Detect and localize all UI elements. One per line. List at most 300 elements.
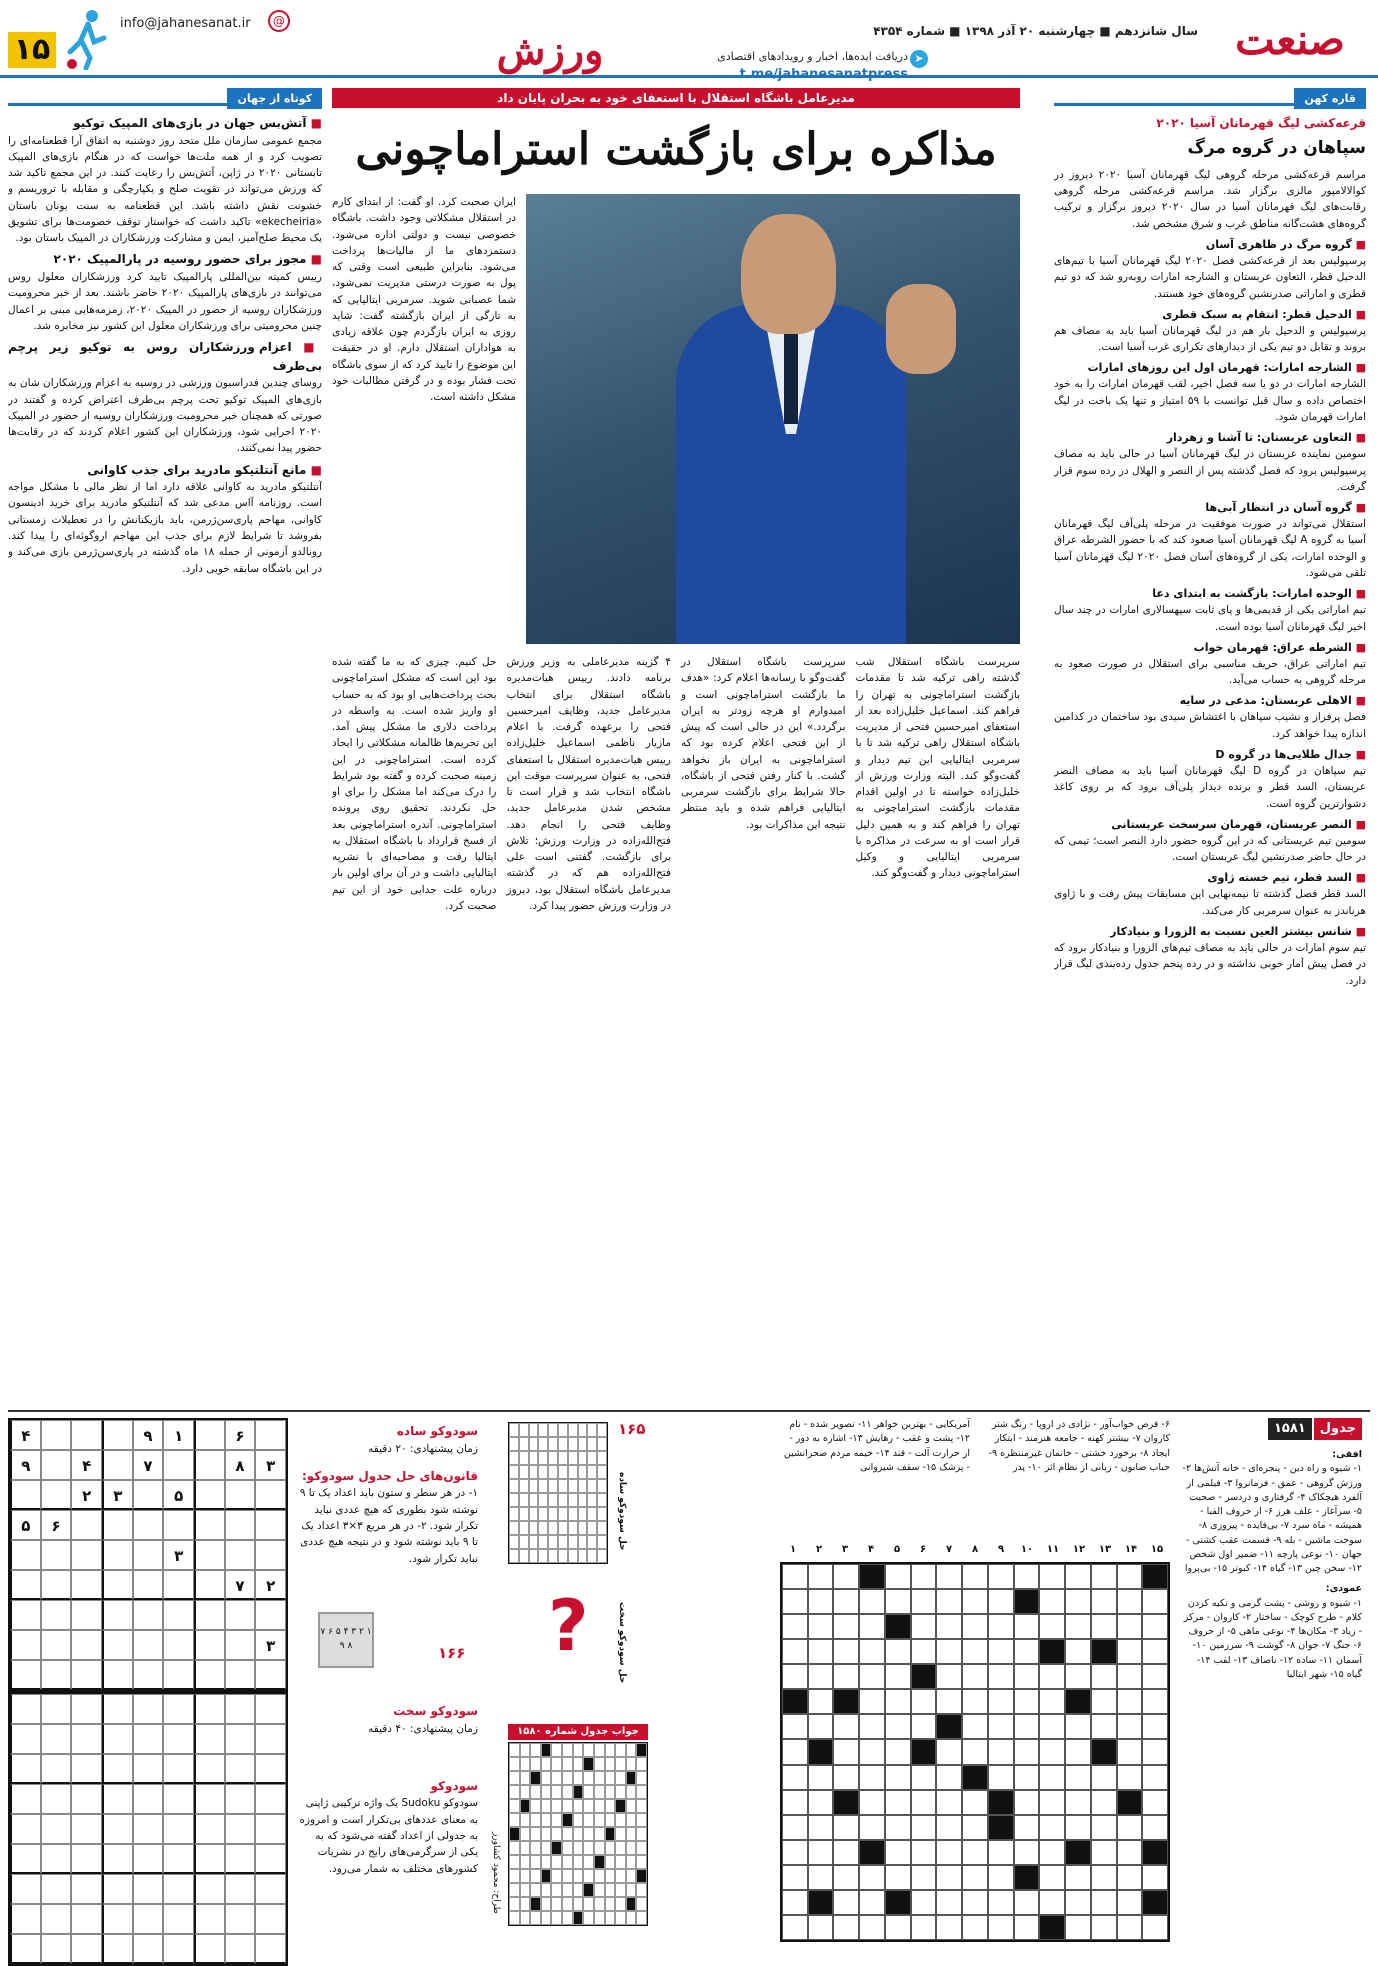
- crossword-cell[interactable]: [782, 1689, 808, 1714]
- sudoku-cell[interactable]: [41, 1450, 72, 1480]
- sudoku-cell[interactable]: ۶: [225, 1420, 256, 1450]
- crossword-cell[interactable]: [988, 1765, 1014, 1790]
- sudoku-cell[interactable]: [41, 1904, 72, 1934]
- sudoku-cell[interactable]: [71, 1540, 102, 1570]
- crossword-cell[interactable]: [782, 1865, 808, 1890]
- crossword-cell[interactable]: [1117, 1614, 1143, 1639]
- crossword-cell[interactable]: [936, 1915, 962, 1940]
- sudoku-cell[interactable]: [133, 1904, 164, 1934]
- crossword-cell[interactable]: [962, 1564, 988, 1589]
- sudoku-cell[interactable]: [163, 1510, 194, 1540]
- sudoku-cell[interactable]: [102, 1784, 133, 1814]
- crossword-cell[interactable]: [1065, 1564, 1091, 1589]
- sudoku-cell[interactable]: [163, 1724, 194, 1754]
- sudoku-cell[interactable]: [255, 1694, 286, 1724]
- sudoku-cell[interactable]: [194, 1600, 225, 1630]
- crossword-cell[interactable]: [1014, 1765, 1040, 1790]
- sudoku-cell[interactable]: [71, 1420, 102, 1450]
- crossword-cell[interactable]: [833, 1689, 859, 1714]
- sudoku-cell[interactable]: [71, 1724, 102, 1754]
- crossword-cell[interactable]: [859, 1739, 885, 1764]
- sudoku-cell[interactable]: [41, 1570, 72, 1600]
- crossword-cell[interactable]: [1091, 1739, 1117, 1764]
- sudoku-cell[interactable]: [10, 1844, 41, 1874]
- crossword-cell[interactable]: [1091, 1714, 1117, 1739]
- crossword-cell[interactable]: [911, 1739, 937, 1764]
- crossword-cell[interactable]: [782, 1815, 808, 1840]
- sudoku-cell[interactable]: [71, 1660, 102, 1690]
- crossword-cell[interactable]: [782, 1564, 808, 1589]
- sudoku-cell[interactable]: [194, 1480, 225, 1510]
- sudoku-cell[interactable]: [194, 1784, 225, 1814]
- email-link[interactable]: info@jahanesanat.ir: [120, 16, 251, 31]
- crossword-cell[interactable]: [833, 1739, 859, 1764]
- crossword-cell[interactable]: [1039, 1765, 1065, 1790]
- crossword-cell[interactable]: [1039, 1564, 1065, 1589]
- sudoku-cell[interactable]: [133, 1694, 164, 1724]
- sudoku-cell[interactable]: [102, 1934, 133, 1964]
- crossword-cell[interactable]: [885, 1664, 911, 1689]
- sudoku-cell[interactable]: ۲: [255, 1570, 286, 1600]
- crossword-cell[interactable]: [1117, 1790, 1143, 1815]
- crossword-cell[interactable]: [911, 1840, 937, 1865]
- crossword-cell[interactable]: [962, 1589, 988, 1614]
- sudoku-cell[interactable]: [41, 1660, 72, 1690]
- sudoku-cell[interactable]: [10, 1630, 41, 1660]
- sudoku-cell[interactable]: [194, 1660, 225, 1690]
- crossword-cell[interactable]: [1014, 1739, 1040, 1764]
- sudoku-cell[interactable]: [41, 1784, 72, 1814]
- crossword-cell[interactable]: [885, 1765, 911, 1790]
- sudoku-cell[interactable]: [225, 1540, 256, 1570]
- crossword-cell[interactable]: [1091, 1840, 1117, 1865]
- sudoku-cell[interactable]: [194, 1510, 225, 1540]
- crossword-cell[interactable]: [1117, 1815, 1143, 1840]
- crossword-cell[interactable]: [988, 1714, 1014, 1739]
- sudoku-cell[interactable]: ۹: [133, 1420, 164, 1450]
- crossword-cell[interactable]: [936, 1664, 962, 1689]
- sudoku-cell[interactable]: [163, 1784, 194, 1814]
- crossword-cell[interactable]: [911, 1790, 937, 1815]
- sudoku-cell[interactable]: [133, 1784, 164, 1814]
- sudoku-cell[interactable]: ۶: [41, 1510, 72, 1540]
- sudoku-cell[interactable]: [71, 1630, 102, 1660]
- sudoku-cell[interactable]: [10, 1480, 41, 1510]
- sudoku-cell[interactable]: [163, 1904, 194, 1934]
- sudoku-cell[interactable]: [163, 1600, 194, 1630]
- crossword-cell[interactable]: [859, 1765, 885, 1790]
- crossword-cell[interactable]: [808, 1890, 834, 1915]
- crossword-cell[interactable]: [1142, 1890, 1168, 1915]
- crossword-cell[interactable]: [808, 1915, 834, 1940]
- crossword-cell[interactable]: [885, 1890, 911, 1915]
- crossword-cell[interactable]: [1014, 1689, 1040, 1714]
- sudoku-cell[interactable]: ۱: [163, 1420, 194, 1450]
- sudoku-cell[interactable]: [10, 1724, 41, 1754]
- sudoku-cell[interactable]: [102, 1420, 133, 1450]
- crossword-cell[interactable]: [885, 1639, 911, 1664]
- crossword-cell[interactable]: [1142, 1589, 1168, 1614]
- crossword-cell[interactable]: [1142, 1739, 1168, 1764]
- sudoku-cell[interactable]: [255, 1784, 286, 1814]
- crossword-cell[interactable]: [782, 1639, 808, 1664]
- crossword-cell[interactable]: [1142, 1639, 1168, 1664]
- sudoku-cell[interactable]: [225, 1844, 256, 1874]
- crossword-cell[interactable]: [1014, 1815, 1040, 1840]
- crossword-cell[interactable]: [936, 1865, 962, 1890]
- sudoku-cell[interactable]: [71, 1784, 102, 1814]
- sudoku-cell[interactable]: [225, 1814, 256, 1844]
- crossword-cell[interactable]: [885, 1614, 911, 1639]
- crossword-cell[interactable]: [808, 1689, 834, 1714]
- crossword-cell[interactable]: [988, 1589, 1014, 1614]
- crossword-cell[interactable]: [1117, 1664, 1143, 1689]
- crossword-cell[interactable]: [859, 1915, 885, 1940]
- sudoku-cell[interactable]: [255, 1480, 286, 1510]
- crossword-cell[interactable]: [988, 1915, 1014, 1940]
- sudoku-cell[interactable]: [255, 1724, 286, 1754]
- crossword-cell[interactable]: [859, 1790, 885, 1815]
- crossword-cell[interactable]: [988, 1815, 1014, 1840]
- crossword-cell[interactable]: [911, 1639, 937, 1664]
- sudoku-cell[interactable]: ۵: [10, 1510, 41, 1540]
- sudoku-cell[interactable]: [71, 1754, 102, 1784]
- crossword-cell[interactable]: [1117, 1865, 1143, 1890]
- crossword-cell[interactable]: [988, 1840, 1014, 1865]
- sudoku-cell[interactable]: [163, 1814, 194, 1844]
- crossword-cell[interactable]: [1039, 1790, 1065, 1815]
- sudoku-cell[interactable]: ۸: [225, 1450, 256, 1480]
- crossword-cell[interactable]: [1039, 1739, 1065, 1764]
- sudoku-cell[interactable]: [133, 1660, 164, 1690]
- sudoku-cell[interactable]: [10, 1934, 41, 1964]
- crossword-cell[interactable]: [859, 1890, 885, 1915]
- crossword-cell[interactable]: [962, 1890, 988, 1915]
- crossword-cell[interactable]: [1091, 1765, 1117, 1790]
- sudoku-hard-grid[interactable]: [8, 1692, 288, 1966]
- sudoku-cell[interactable]: [133, 1874, 164, 1904]
- sudoku-cell[interactable]: [194, 1540, 225, 1570]
- crossword-cell[interactable]: [911, 1714, 937, 1739]
- crossword-cell[interactable]: [1014, 1890, 1040, 1915]
- sudoku-cell[interactable]: [225, 1660, 256, 1690]
- crossword-cell[interactable]: [936, 1890, 962, 1915]
- crossword-cell[interactable]: [1142, 1664, 1168, 1689]
- crossword-cell[interactable]: [988, 1739, 1014, 1764]
- crossword-cell[interactable]: [885, 1790, 911, 1815]
- sudoku-cell[interactable]: ۳: [102, 1480, 133, 1510]
- crossword-cell[interactable]: [885, 1589, 911, 1614]
- sudoku-cell[interactable]: [163, 1754, 194, 1784]
- sudoku-cell[interactable]: [41, 1694, 72, 1724]
- sudoku-cell[interactable]: [102, 1660, 133, 1690]
- sudoku-cell[interactable]: [163, 1630, 194, 1660]
- crossword-cell[interactable]: [1039, 1890, 1065, 1915]
- sudoku-cell[interactable]: [41, 1844, 72, 1874]
- crossword-cell[interactable]: [808, 1790, 834, 1815]
- crossword-cell[interactable]: [962, 1639, 988, 1664]
- crossword-cell[interactable]: [936, 1564, 962, 1589]
- crossword-cell[interactable]: [1065, 1765, 1091, 1790]
- crossword-cell[interactable]: [911, 1765, 937, 1790]
- crossword-cell[interactable]: [1142, 1840, 1168, 1865]
- crossword-cell[interactable]: [1117, 1915, 1143, 1940]
- sudoku-cell[interactable]: [10, 1660, 41, 1690]
- crossword-cell[interactable]: [859, 1840, 885, 1865]
- sudoku-cell[interactable]: [163, 1934, 194, 1964]
- crossword-cell[interactable]: [962, 1915, 988, 1940]
- crossword-cell[interactable]: [1065, 1664, 1091, 1689]
- crossword-cell[interactable]: [1142, 1689, 1168, 1714]
- crossword-cell[interactable]: [936, 1714, 962, 1739]
- sudoku-cell[interactable]: [102, 1754, 133, 1784]
- sudoku-cell[interactable]: [225, 1510, 256, 1540]
- crossword-cell[interactable]: [1117, 1689, 1143, 1714]
- crossword-cell[interactable]: [936, 1790, 962, 1815]
- crossword-cell[interactable]: [1117, 1840, 1143, 1865]
- crossword-cell[interactable]: [1014, 1714, 1040, 1739]
- sudoku-cell[interactable]: [255, 1814, 286, 1844]
- sudoku-cell[interactable]: ۳: [163, 1540, 194, 1570]
- sudoku-cell[interactable]: [194, 1724, 225, 1754]
- sudoku-cell[interactable]: [102, 1874, 133, 1904]
- crossword-cell[interactable]: [885, 1689, 911, 1714]
- crossword-cell[interactable]: [911, 1865, 937, 1890]
- crossword-cell[interactable]: [1091, 1865, 1117, 1890]
- crossword-cell[interactable]: [1065, 1915, 1091, 1940]
- crossword-cell[interactable]: [911, 1614, 937, 1639]
- crossword-cell[interactable]: [911, 1689, 937, 1714]
- sudoku-cell[interactable]: [225, 1934, 256, 1964]
- sudoku-cell[interactable]: [41, 1480, 72, 1510]
- crossword-cell[interactable]: [1065, 1840, 1091, 1865]
- crossword-cell[interactable]: [1039, 1614, 1065, 1639]
- crossword-cell[interactable]: [1117, 1739, 1143, 1764]
- sudoku-cell[interactable]: [163, 1660, 194, 1690]
- crossword-cell[interactable]: [833, 1589, 859, 1614]
- crossword-cell[interactable]: [833, 1614, 859, 1639]
- crossword-cell[interactable]: [1039, 1815, 1065, 1840]
- sudoku-cell[interactable]: [102, 1814, 133, 1844]
- crossword-cell[interactable]: [833, 1714, 859, 1739]
- crossword-cell[interactable]: [1091, 1915, 1117, 1940]
- crossword-cell[interactable]: [1065, 1739, 1091, 1764]
- sudoku-cell[interactable]: [10, 1694, 41, 1724]
- sudoku-cell[interactable]: [255, 1874, 286, 1904]
- crossword-cell[interactable]: [782, 1739, 808, 1764]
- crossword-cell[interactable]: [885, 1714, 911, 1739]
- sudoku-cell[interactable]: [225, 1724, 256, 1754]
- crossword-cell[interactable]: [962, 1739, 988, 1764]
- crossword-cell[interactable]: [859, 1639, 885, 1664]
- crossword-cell[interactable]: [1091, 1664, 1117, 1689]
- crossword-cell[interactable]: [962, 1840, 988, 1865]
- crossword-cell[interactable]: [1091, 1790, 1117, 1815]
- crossword-cell[interactable]: [1091, 1564, 1117, 1589]
- crossword-cell[interactable]: [1065, 1890, 1091, 1915]
- crossword-cell[interactable]: [988, 1614, 1014, 1639]
- crossword-cell[interactable]: [1142, 1915, 1168, 1940]
- sudoku-cell[interactable]: [102, 1510, 133, 1540]
- sudoku-cell[interactable]: [41, 1814, 72, 1844]
- sudoku-cell[interactable]: ۳: [255, 1630, 286, 1660]
- sudoku-cell[interactable]: [255, 1934, 286, 1964]
- crossword-cell[interactable]: [885, 1739, 911, 1764]
- sudoku-cell[interactable]: [194, 1874, 225, 1904]
- crossword-cell[interactable]: [988, 1639, 1014, 1664]
- sudoku-cell[interactable]: [225, 1874, 256, 1904]
- crossword-cell[interactable]: [808, 1564, 834, 1589]
- crossword-cell[interactable]: [859, 1865, 885, 1890]
- crossword-cell[interactable]: [1014, 1790, 1040, 1815]
- sudoku-cell[interactable]: [102, 1600, 133, 1630]
- sudoku-cell[interactable]: [133, 1600, 164, 1630]
- sudoku-cell[interactable]: [41, 1540, 72, 1570]
- sudoku-cell[interactable]: [10, 1874, 41, 1904]
- crossword-cell[interactable]: [808, 1739, 834, 1764]
- crossword-cell[interactable]: [808, 1614, 834, 1639]
- crossword-cell[interactable]: [808, 1840, 834, 1865]
- sudoku-cell[interactable]: [255, 1660, 286, 1690]
- crossword-cell[interactable]: [1014, 1614, 1040, 1639]
- sudoku-cell[interactable]: [255, 1540, 286, 1570]
- crossword-cell[interactable]: [859, 1815, 885, 1840]
- crossword-cell[interactable]: [911, 1589, 937, 1614]
- sudoku-cell[interactable]: [71, 1694, 102, 1724]
- crossword-cell[interactable]: [1065, 1865, 1091, 1890]
- sudoku-easy-grid[interactable]: [8, 1418, 288, 1692]
- crossword-cell[interactable]: [1014, 1564, 1040, 1589]
- crossword-cell[interactable]: [988, 1689, 1014, 1714]
- crossword-cell[interactable]: [1014, 1639, 1040, 1664]
- sudoku-cell[interactable]: [41, 1934, 72, 1964]
- crossword-cell[interactable]: [988, 1890, 1014, 1915]
- sudoku-cell[interactable]: [102, 1844, 133, 1874]
- crossword-cell[interactable]: [988, 1790, 1014, 1815]
- crossword-cell[interactable]: [1039, 1589, 1065, 1614]
- crossword-cell[interactable]: [1039, 1689, 1065, 1714]
- sudoku-cell[interactable]: ۵: [163, 1480, 194, 1510]
- sudoku-cell[interactable]: [41, 1630, 72, 1660]
- sudoku-cell[interactable]: [10, 1540, 41, 1570]
- sudoku-cell[interactable]: [71, 1600, 102, 1630]
- crossword-cell[interactable]: [1142, 1865, 1168, 1890]
- sudoku-cell[interactable]: [163, 1844, 194, 1874]
- crossword-cell[interactable]: [1039, 1915, 1065, 1940]
- crossword-cell[interactable]: [1142, 1790, 1168, 1815]
- crossword-cell[interactable]: [988, 1865, 1014, 1890]
- crossword-cell[interactable]: [1142, 1765, 1168, 1790]
- crossword-cell[interactable]: [1142, 1614, 1168, 1639]
- crossword-cell[interactable]: [885, 1865, 911, 1890]
- crossword-cell[interactable]: [936, 1840, 962, 1865]
- sudoku-cell[interactable]: [71, 1814, 102, 1844]
- sudoku-cell[interactable]: [194, 1630, 225, 1660]
- crossword-cell[interactable]: [833, 1915, 859, 1940]
- sudoku-cell[interactable]: [225, 1630, 256, 1660]
- crossword-cell[interactable]: [962, 1714, 988, 1739]
- crossword-cell[interactable]: [808, 1639, 834, 1664]
- crossword-cell[interactable]: [782, 1664, 808, 1689]
- crossword-cell[interactable]: [833, 1664, 859, 1689]
- crossword-cell[interactable]: [962, 1689, 988, 1714]
- crossword-cell[interactable]: [885, 1915, 911, 1940]
- crossword-cell[interactable]: [859, 1714, 885, 1739]
- sudoku-cell[interactable]: [194, 1904, 225, 1934]
- sudoku-cell[interactable]: [133, 1934, 164, 1964]
- sudoku-cell[interactable]: [194, 1934, 225, 1964]
- crossword-cell[interactable]: [936, 1739, 962, 1764]
- sudoku-cell[interactable]: [255, 1510, 286, 1540]
- sudoku-cell[interactable]: [133, 1480, 164, 1510]
- crossword-cell[interactable]: [885, 1840, 911, 1865]
- sudoku-cell[interactable]: [71, 1844, 102, 1874]
- crossword-cell[interactable]: [936, 1639, 962, 1664]
- sudoku-cell[interactable]: [102, 1904, 133, 1934]
- crossword-cell[interactable]: [782, 1840, 808, 1865]
- sudoku-cell[interactable]: ۷: [225, 1570, 256, 1600]
- crossword-cell[interactable]: [885, 1564, 911, 1589]
- crossword-cell[interactable]: [1065, 1790, 1091, 1815]
- sudoku-cell[interactable]: [225, 1480, 256, 1510]
- sudoku-cell[interactable]: [194, 1420, 225, 1450]
- crossword-cell[interactable]: [1039, 1840, 1065, 1865]
- crossword-cell[interactable]: [808, 1664, 834, 1689]
- crossword-cell[interactable]: [1091, 1614, 1117, 1639]
- sudoku-cell[interactable]: [163, 1694, 194, 1724]
- crossword-cell[interactable]: [1117, 1589, 1143, 1614]
- crossword-cell[interactable]: [859, 1589, 885, 1614]
- sudoku-cell[interactable]: ۴: [10, 1420, 41, 1450]
- sudoku-cell[interactable]: [102, 1694, 133, 1724]
- sudoku-cell[interactable]: [225, 1784, 256, 1814]
- sudoku-cell[interactable]: [41, 1724, 72, 1754]
- sudoku-cell[interactable]: [71, 1510, 102, 1540]
- crossword-cell[interactable]: [1091, 1890, 1117, 1915]
- sudoku-cell[interactable]: [10, 1904, 41, 1934]
- sudoku-cell[interactable]: [194, 1844, 225, 1874]
- sudoku-cell[interactable]: [102, 1570, 133, 1600]
- crossword-cell[interactable]: [859, 1614, 885, 1639]
- crossword-cell[interactable]: [833, 1865, 859, 1890]
- sudoku-cell[interactable]: [71, 1570, 102, 1600]
- sudoku-cell[interactable]: [255, 1420, 286, 1450]
- crossword-cell[interactable]: [1014, 1589, 1040, 1614]
- sudoku-cell[interactable]: [133, 1844, 164, 1874]
- crossword-cell[interactable]: [1014, 1840, 1040, 1865]
- crossword-cell[interactable]: [808, 1714, 834, 1739]
- sudoku-cell[interactable]: [225, 1754, 256, 1784]
- sudoku-cell[interactable]: [41, 1874, 72, 1904]
- crossword-cell[interactable]: [1065, 1614, 1091, 1639]
- crossword-cell[interactable]: [936, 1689, 962, 1714]
- crossword-cell[interactable]: [782, 1589, 808, 1614]
- crossword-cell[interactable]: [988, 1564, 1014, 1589]
- sudoku-cell[interactable]: [163, 1450, 194, 1480]
- sudoku-cell[interactable]: [194, 1814, 225, 1844]
- sudoku-cell[interactable]: [133, 1540, 164, 1570]
- sudoku-cell[interactable]: [194, 1694, 225, 1724]
- crossword-cell[interactable]: [1091, 1689, 1117, 1714]
- sudoku-cell[interactable]: [225, 1694, 256, 1724]
- crossword-cell[interactable]: [1142, 1815, 1168, 1840]
- sudoku-cell[interactable]: [133, 1724, 164, 1754]
- crossword-cell[interactable]: [782, 1890, 808, 1915]
- crossword-cell[interactable]: [962, 1614, 988, 1639]
- sudoku-cell[interactable]: [133, 1814, 164, 1844]
- crossword-cell[interactable]: [1117, 1564, 1143, 1589]
- crossword-cell[interactable]: [911, 1890, 937, 1915]
